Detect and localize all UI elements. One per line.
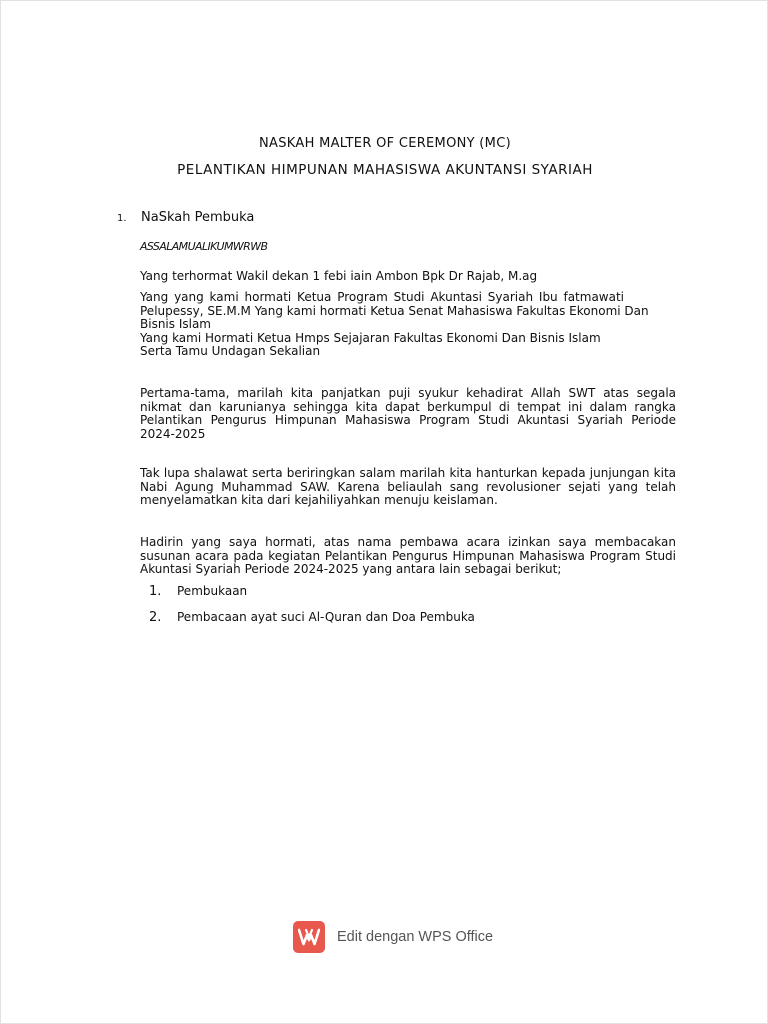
- greeting-line: Yang yang kami hormati Ketua Program Studi Akuntasi Syariah Ibu fatmawati: [140, 290, 625, 304]
- greeting-block: [140, 291, 676, 359]
- greeting-line: Bisnis Islam: [140, 317, 211, 331]
- agenda-item-number: 2.: [149, 610, 162, 625]
- wps-office-logo-icon: [293, 921, 325, 953]
- agenda-item: [149, 584, 247, 599]
- greeting-line-wakil-dekan: Yang terhormat Wakil dekan 1 febi iain Ambon Bpk Dr Rajab, M.ag: [140, 269, 538, 283]
- document-subtitle: PELANTIKAN HIMPUNAN MAHASISWA AKUNTANSI SYARIAH: [177, 162, 593, 178]
- paragraph-shalawat: Tak lupa shalawat serta beriringkan salam marilah kita hanturkan kepada junjungan kita Nabi Agung Muhammad SAW. Karena beliaulah sang revolusioner sejati yang telah menyelamatkan kita dari kejahiliyahkan menuju keislaman.: [140, 466, 676, 507]
- agenda-item-text: Pembukaan: [177, 584, 248, 598]
- wps-edit-label: Edit dengan WPS Office: [337, 929, 494, 945]
- agenda-item-number: 1.: [149, 584, 162, 599]
- wps-edit-link[interactable]: [293, 921, 493, 953]
- greeting-line: Yang kami Hormati Ketua Hmps Sejajaran Fakultas Ekonomi Dan Bisnis Islam: [140, 330, 601, 345]
- salam-opening: ASSALAMUALIKUMWRWB: [140, 240, 268, 253]
- greeting-line: Serta Tamu Undagan Sekalian: [140, 344, 321, 358]
- paragraph-hadirin: Hadirin yang saya hormati, atas nama pembawa acara izinkan saya membacakan susunan acara pada kegiatan Pelantikan Pengurus Himpunan Mahasiswa Program Studi Akuntasi Syariah Periode 2024-2025 yang antara lain sebagai berikut;: [140, 535, 676, 576]
- section-heading: NaSkah Pembuka: [141, 210, 255, 225]
- section-number: 1.: [117, 213, 127, 224]
- greeting-line: Pelupessy, SE.M.M Yang kami hormati Ketua Senat Mahasiswa Fakultas Ekonomi Dan: [140, 303, 649, 318]
- document-title: NASKAH MALTER OF CEREMONY (MC): [259, 136, 511, 151]
- paragraph-pertama: Pertama-tama, marilah kita panjatkan puji syukur kehadirat Allah SWT atas segala nikmat dan karunianya sehingga kita dapat berkumpul di tempat ini dalam rangka Pelantikan Pengurus Himpunan Mahasiswa Program Studi Akuntasi Syariah Periode 2024-2025: [140, 386, 676, 441]
- agenda-item-text: Pembacaan ayat suci Al-Quran dan Doa Pembuka: [177, 610, 475, 624]
- agenda-item: [149, 610, 475, 625]
